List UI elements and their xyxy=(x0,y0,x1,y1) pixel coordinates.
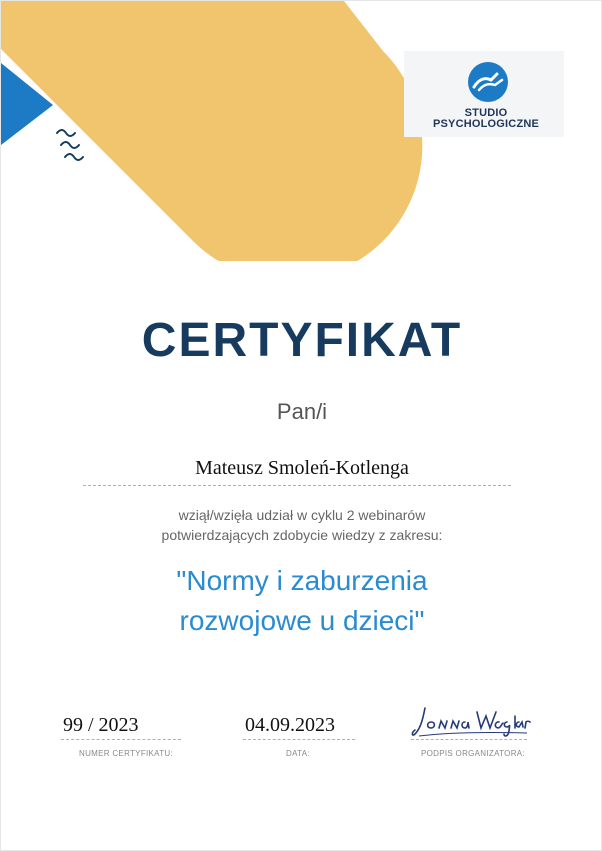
description-line2: potwierdzających zdobycie wiedzy z zakresu: xyxy=(161,527,443,543)
studio-logo-icon xyxy=(467,61,509,103)
organizer-signature xyxy=(411,702,531,742)
certificate-number-line xyxy=(61,739,181,740)
logo-wordmark xyxy=(421,108,551,130)
signature-label: PODPIS ORGANIZATORA: xyxy=(421,749,525,758)
description-line1: wziął/wzięła udział w cyklu 2 webinarów xyxy=(178,507,426,523)
wave-squiggle xyxy=(57,130,83,160)
certificate-number: 99 / 2023 xyxy=(63,714,139,736)
topic-line2: rozwojowe u dzieci" xyxy=(179,605,425,636)
logo-line1: STUDIO xyxy=(464,107,508,119)
salutation: Pan/i xyxy=(276,399,328,424)
issue-date-line xyxy=(243,739,355,740)
logo-line2: PSYCHOLOGICZNE xyxy=(432,118,540,130)
description xyxy=(1,505,602,545)
course-topic xyxy=(1,561,602,641)
name-underline xyxy=(83,485,511,486)
issue-date-label: DATA: xyxy=(286,749,310,758)
issue-date: 04.09.2023 xyxy=(245,714,335,736)
certificate-number-label: NUMER CERTYFIKATU: xyxy=(79,749,173,758)
signature-line xyxy=(411,739,527,740)
certificate-title: CERTYFIKAT xyxy=(141,314,463,367)
recipient-name: Mateusz Smoleń-Kotlenga xyxy=(195,457,409,479)
topic-line1: "Normy i zaburzenia xyxy=(176,565,428,596)
